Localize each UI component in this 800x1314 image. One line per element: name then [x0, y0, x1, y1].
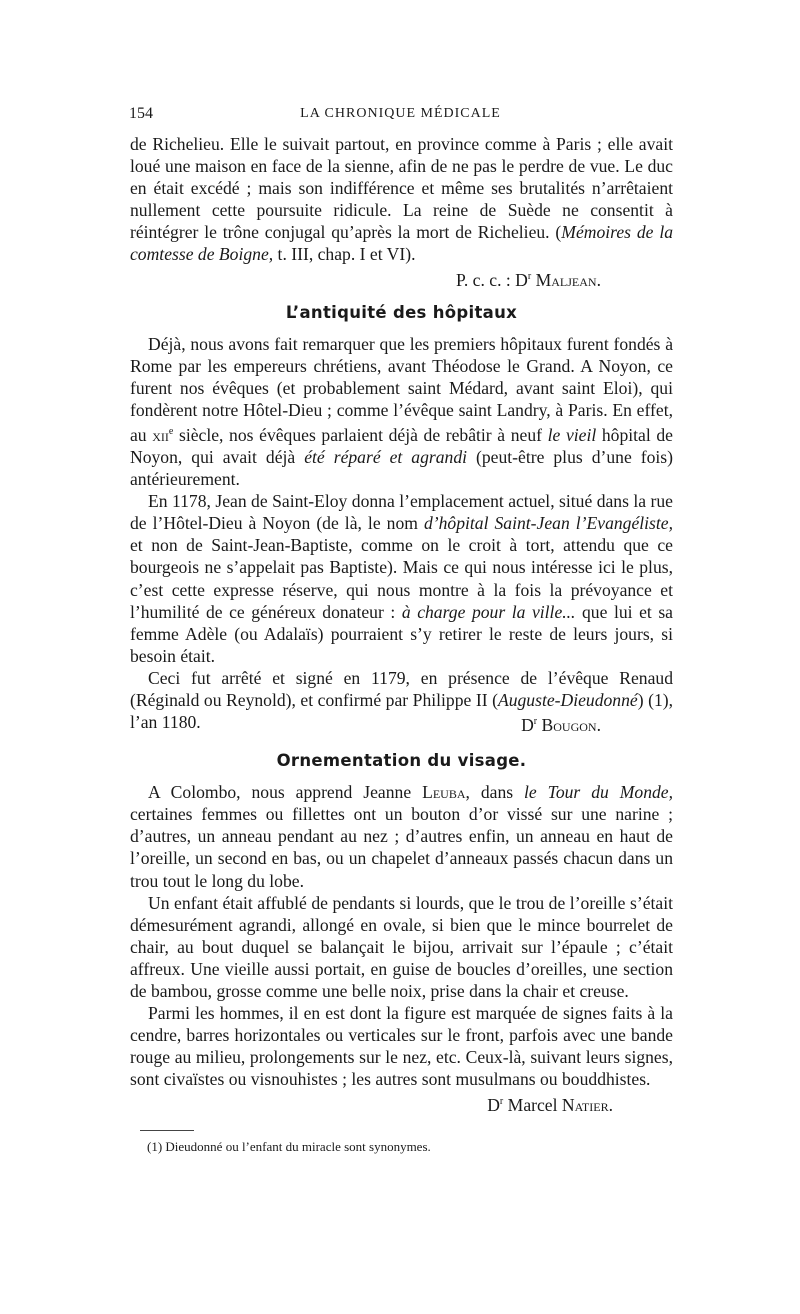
- intro-paragraph: de Richelieu. Elle le suivait partout, en province comme à Paris ; elle avait loué une maison en face de la sienne, afin de ne pas le perdre de vue. Le duc en était excédé ; mais son indifférence et même ses brutalités n’arrêtaient nullement cette poursuite ridicule. La reine de Suède ne consentit à réintégrer le trône conjugal qu’après la mort de Richelieu. (Mémoires de la comtesse de Boigne, t. III, chap. I et VI).: [130, 134, 674, 265]
- page-body: [130, 133, 673, 1115]
- footnote-divider: [140, 1130, 194, 1131]
- hopitaux-paragraph-1: Déjà, nous avons fait remarquer que les premiers hôpitaux furent fondés à Rome par les empereurs chrétiens, avant Théodose le Grand. A Noyon, ce furent nos évêques (et probablement saint Médard, avant saint Eloi), qui fondèrent notre Hôtel-Dieu ; comme l’évêque saint Landry, à Paris. En effet, au xii$^e$ siècle, nos évêques parlaient déjà de rebâtir à neuf le vieil hôpital de Noyon, qui avait déjà été réparé et agrandi (peut-être plus d’une fois) antérieurement.: [130, 333, 673, 490]
- visage-paragraph-1: A Colombo, nous apprend Jeanne Leuba, dans le Tour du Monde, certaines femmes ou fillettes ont un bouton d’or vissé sur une narine ; d’autres, un anneau pendant au nez ; d’autres enfin, un anneau en haut de l’oreille, un second en bas, ou un chapelet d’anneaux passés chacun dans un trou tout le long du lobe.: [130, 782, 673, 891]
- hopitaux-paragraph-2: En 1178, Jean de Saint-Eloy donna l’emplacement actuel, situé dans la rue de l’Hôtel-Dieu à Noyon (de là, le nom d’hôpital Saint-Jean l’Evangéliste, et non de Saint-Jean-Baptiste, comme on le croit à tort, attendu que ce bourgeois ne s’appelait pas Baptiste). Mais ce qui nous intéresse ici le plus, c’est cette expresse réserve, qui nous montre à la fois la prévoyance et l’humilité de ce généreux donateur : à charge pour la ville... que lui et sa femme Adèle (ou Adalaïs) pourraient s’y retirer le reste de leurs jours, si besoin était.: [130, 491, 673, 666]
- author-name: Natier.: [561, 1094, 613, 1115]
- author-name: Maljean.: [535, 269, 601, 290]
- hopitaux-paragraph-3: Ceci fut arrêté et signé en 1179, en présence de l’évêque Renaud (Réginald ou Reynold), et confirmé par Philippe II (Auguste-Dieudonné) (1), l’an 1180.: [130, 667, 674, 733]
- intro-signature: P. c. c. : $D^r$ Maljean.: [456, 269, 601, 290]
- running-header: [129, 105, 672, 129]
- visage-paragraph-3: Parmi les hommes, il en est dont la figure est marquée de signes faits à la cendre, barres horizontales ou verticales sur le front, parfois avec une bande rouge au milieu, prolongements sur le nez, etc. Ceux-là, suivant leurs signes, sont civaïstes ou visnouhistes ; les autres sont musulmans ou bouddhistes.: [130, 1003, 673, 1090]
- hopitaux-signature: $D^r$ Bougon.: [521, 715, 601, 736]
- visage-signature: $D^r$ Marcel Natier.: [487, 1094, 613, 1115]
- running-title: LA CHRONIQUE MÉDICALE: [300, 106, 501, 121]
- citation-title: Mémoires de la comtesse de Boigne,: [130, 222, 674, 265]
- section-heading-visage: Ornementation du visage.: [276, 751, 527, 771]
- author-name: Bougon.: [541, 715, 601, 736]
- section-heading-hopitaux: L’antiquité des hôpitaux: [285, 302, 518, 322]
- visage-paragraph-2: Un enfant était affublé de pendants si lourds, que le trou de l’oreille s’était démesurément agrandi, allongé en ovale, si bien que le mince bourrelet de chair, au bout duquel se balançait le bijou, arrivait sur l’épaule ; c’était affreux. Une vieille aussi portait, en guise de boucles d’oreilles, une section de bambou, grosse comme une belle noix, prise dans la chair et creuse.: [130, 892, 673, 1002]
- page-number: 154: [129, 105, 153, 122]
- footnote: (1) Dieudonné ou l’enfant du miracle sont synonymes.: [147, 1139, 431, 1154]
